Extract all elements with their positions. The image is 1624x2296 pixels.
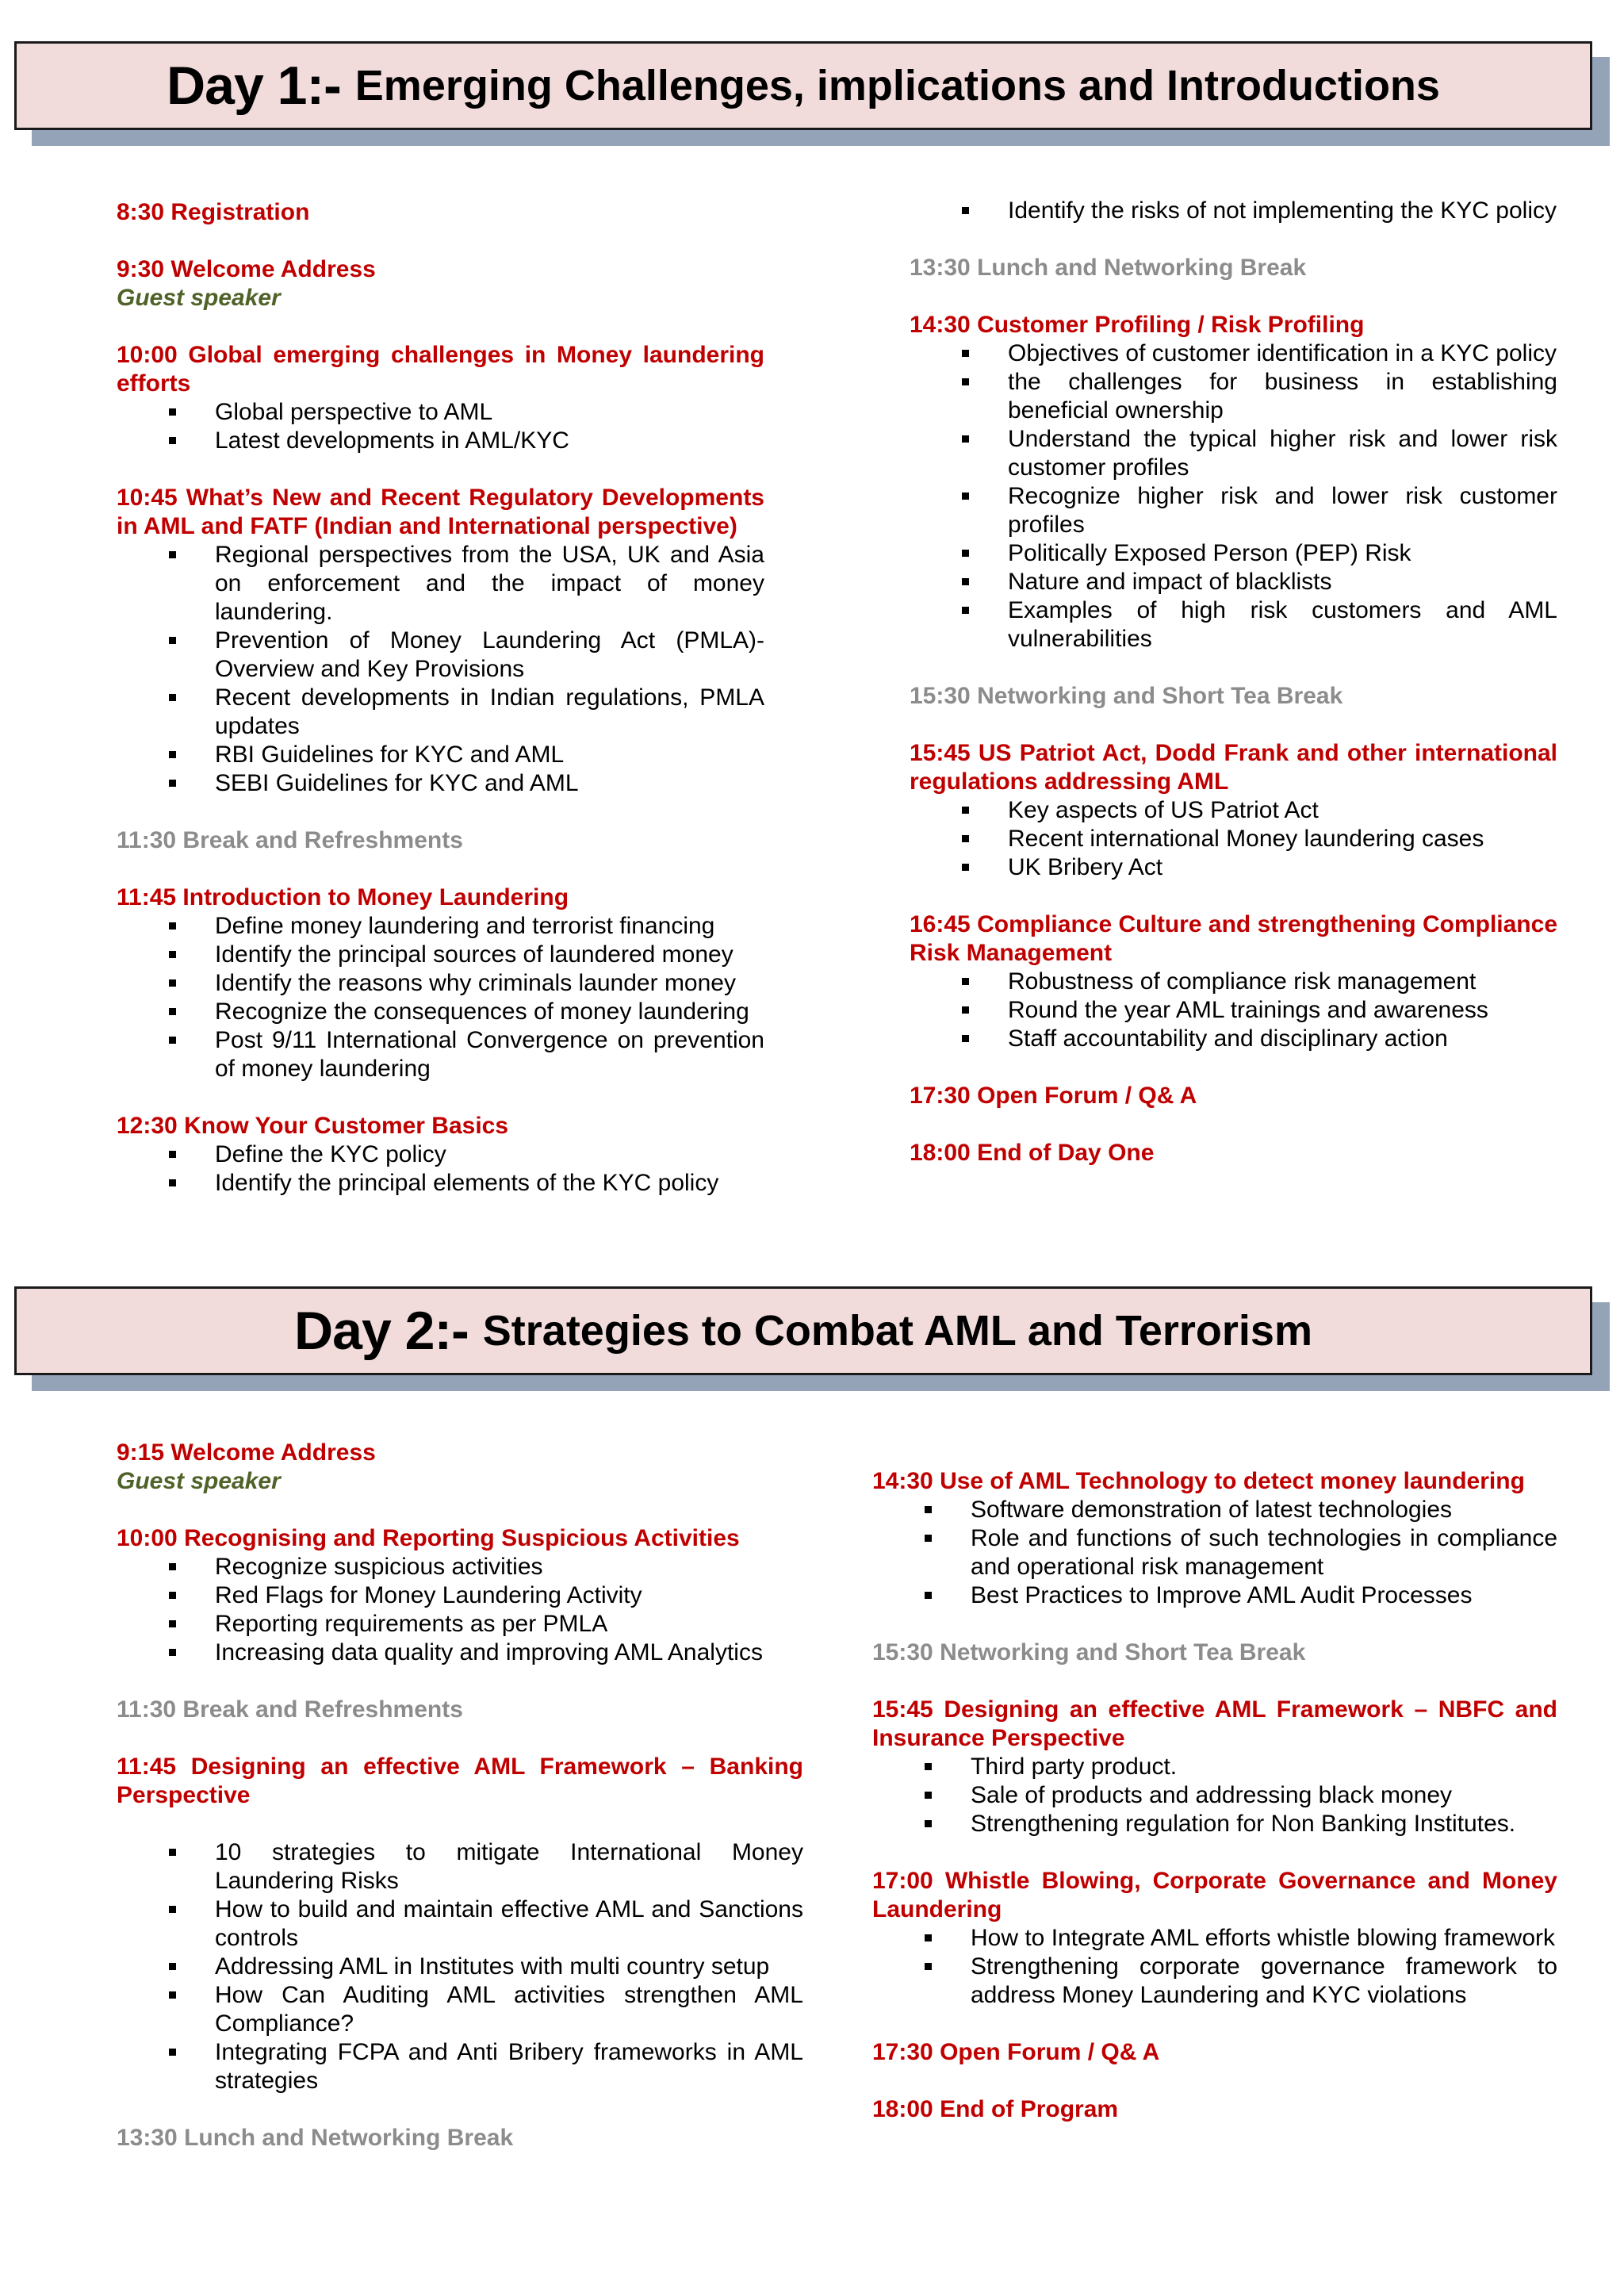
day2-left-column (117, 1439, 803, 2181)
topic-item: Objectives of customer identification in a KYC policy (910, 339, 1557, 368)
break-title: 15:30 Networking and Short Tea Break (910, 683, 1343, 709)
topic-item: Strengthening regulation for Non Banking Institutes. (872, 1810, 1557, 1838)
session-title: 18:00 End of Program (872, 2096, 1119, 2122)
session-topic-list (117, 541, 764, 798)
agenda-session (117, 1524, 803, 1667)
topic-item: Recognize the consequences of money laundering (117, 998, 764, 1026)
session-topic-list (910, 197, 1557, 225)
topic-item: Addressing AML in Institutes with multi country setup (117, 1953, 803, 1981)
topic-item: Strengthening corporate governance framework to address Money Laundering and KYC violations (872, 1953, 1557, 2010)
session-title: 10:45 What’s New and Recent Regulatory Developments in AML and FATF (Indian and International perspective) (117, 485, 764, 539)
agenda-session (910, 1139, 1557, 1167)
session-title: 15:45 US Patriot Act, Dodd Frank and other international regulations addressing AML (910, 740, 1557, 795)
topic-item: Role and functions of such technologies in compliance and operational risk management (872, 1524, 1557, 1581)
topic-item: Software demonstration of latest technologies (872, 1496, 1557, 1524)
break-title: 11:30 Break and Refreshments (117, 1696, 463, 1723)
agenda-session (117, 2124, 803, 2152)
session-title: 12:30 Know Your Customer Basics (117, 1113, 509, 1139)
topic-item: Define the KYC policy (117, 1140, 764, 1169)
agenda-session (910, 910, 1557, 1053)
topic-item: Staff accountability and disciplinary action (910, 1025, 1557, 1053)
topic-item: How to Integrate AML efforts whistle blowing framework (872, 1924, 1557, 1953)
day1-heading: Day 1:- (167, 56, 341, 116)
agenda-session (872, 2095, 1557, 2124)
agenda-session (910, 1082, 1557, 1110)
day1-subtitle: Emerging Challenges, implications and Introductions (354, 62, 1440, 109)
agenda-session (872, 1696, 1557, 1838)
topic-item: Recent developments in Indian regulations, PMLA updates (117, 684, 764, 741)
topic-item: Identify the principal sources of laundered money (117, 941, 764, 969)
day1-left-column (117, 198, 764, 1226)
day1-banner (14, 41, 1592, 130)
agenda-session (117, 826, 764, 855)
session-title: 10:00 Recognising and Reporting Suspicious Activities (117, 1525, 740, 1551)
session-title: 17:30 Open Forum / Q& A (910, 1083, 1197, 1109)
topic-item: Post 9/11 International Convergence on prevention of money laundering (117, 1026, 764, 1083)
topic-item: Integrating FCPA and Anti Bribery frameworks in AML strategies (117, 2038, 803, 2095)
topic-item: Politically Exposed Person (PEP) Risk (910, 539, 1557, 568)
session-title: 18:00 End of Day One (910, 1140, 1155, 1166)
topic-item: Identify the risks of not implementing the KYC policy (910, 197, 1557, 225)
topic-item: RBI Guidelines for KYC and AML (117, 741, 764, 769)
speaker-label: Guest speaker (117, 285, 281, 311)
session-title: 17:30 Open Forum / Q& A (872, 2039, 1160, 2065)
session-topic-list (117, 1553, 803, 1667)
agenda-session (117, 1696, 803, 1724)
topic-item: Robustness of compliance risk management (910, 968, 1557, 996)
topic-item: Understand the typical higher risk and lower risk customer profiles (910, 425, 1557, 482)
session-title: 17:00 Whistle Blowing, Corporate Governance and Money Laundering (872, 1868, 1557, 1922)
day2-subtitle: Strategies to Combat AML and Terrorism (482, 1307, 1312, 1355)
topic-item: SEBI Guidelines for KYC and AML (117, 769, 764, 798)
session-title: 11:45 Designing an effective AML Framework – Banking Perspective (117, 1754, 803, 1808)
break-title: 11:30 Break and Refreshments (117, 827, 463, 853)
session-title: 8:30 Registration (117, 199, 310, 225)
topic-item: Identify the reasons why criminals launder money (117, 969, 764, 998)
topic-item: Increasing data quality and improving AML Analytics (117, 1639, 803, 1667)
topic-item: 10 strategies to mitigate International Money Laundering Risks (117, 1838, 803, 1895)
break-title: 13:30 Lunch and Networking Break (117, 2125, 514, 2151)
topic-item: Recognize suspicious activities (117, 1553, 803, 1581)
session-topic-list (117, 912, 764, 1083)
agenda-session (872, 1639, 1557, 1667)
session-title: 15:45 Designing an effective AML Framework – NBFC and Insurance Perspective (872, 1696, 1557, 1751)
session-title: 11:45 Introduction to Money Laundering (117, 884, 569, 910)
session-title: 9:15 Welcome Address (117, 1439, 376, 1466)
session-topic-list (910, 796, 1557, 882)
agenda-session (910, 197, 1557, 225)
topic-item: Key aspects of US Patriot Act (910, 796, 1557, 825)
session-topic-list (872, 1496, 1557, 1610)
agenda-session (910, 254, 1557, 282)
topic-item: Third party product. (872, 1753, 1557, 1781)
agenda-session (117, 1439, 803, 1496)
agenda-session (117, 1753, 803, 2095)
agenda-session (872, 1467, 1557, 1610)
session-topic-list (872, 1753, 1557, 1838)
break-title: 13:30 Lunch and Networking Break (910, 255, 1307, 281)
topic-item: Best Practices to Improve AML Audit Processes (872, 1581, 1557, 1610)
agenda-session (910, 311, 1557, 654)
day1-right-column (910, 197, 1557, 1196)
session-title: 14:30 Use of AML Technology to detect money laundering (872, 1468, 1525, 1494)
topic-item: Latest developments in AML/KYC (117, 427, 764, 455)
agenda-session (910, 739, 1557, 882)
session-topic-list (117, 398, 764, 455)
agenda-session (872, 2038, 1557, 2067)
session-topic-list (910, 339, 1557, 654)
day2-banner (14, 1286, 1592, 1375)
topic-item: UK Bribery Act (910, 853, 1557, 882)
agenda-session (117, 198, 764, 227)
agenda-session (117, 884, 764, 1083)
topic-item: the challenges for business in establishing beneficial ownership (910, 368, 1557, 425)
topic-item: Red Flags for Money Laundering Activity (117, 1581, 803, 1610)
agenda-session (910, 682, 1557, 711)
topic-item: Examples of high risk customers and AML vulnerabilities (910, 596, 1557, 654)
session-topic-list (872, 1924, 1557, 2010)
topic-item: Recent international Money laundering cases (910, 825, 1557, 853)
topic-item: Define money laundering and terrorist financing (117, 912, 764, 941)
session-topic-list (117, 1838, 803, 2095)
agenda-session (872, 1867, 1557, 2010)
agenda-session (117, 341, 764, 455)
topic-item: How Can Auditing AML activities strengthen AML Compliance? (117, 1981, 803, 2038)
topic-item: Prevention of Money Laundering Act (PMLA)- Overview and Key Provisions (117, 627, 764, 684)
agenda-session (117, 484, 764, 798)
session-topic-list (117, 1140, 764, 1198)
session-title: 16:45 Compliance Culture and strengthening Compliance Risk Management (910, 911, 1557, 966)
session-topic-list (910, 968, 1557, 1053)
topic-item: Regional perspectives from the USA, UK and Asia on enforcement and the impact of money laundering. (117, 541, 764, 627)
topic-item: Sale of products and addressing black money (872, 1781, 1557, 1810)
session-title: 9:30 Welcome Address (117, 256, 376, 282)
topic-item: Identify the principal elements of the KYC policy (117, 1169, 764, 1198)
day2-right-column (872, 1467, 1557, 2152)
session-title: 10:00 Global emerging challenges in Money laundering efforts (117, 342, 764, 397)
break-title: 15:30 Networking and Short Tea Break (872, 1639, 1306, 1665)
topic-item: Reporting requirements as per PMLA (117, 1610, 803, 1639)
topic-item: Nature and impact of blacklists (910, 568, 1557, 596)
agenda-session (117, 255, 764, 312)
agenda-session (117, 1112, 764, 1198)
topic-item: Global perspective to AML (117, 398, 764, 427)
day2-heading: Day 2:- (294, 1301, 469, 1361)
topic-item: How to build and maintain effective AML and Sanctions controls (117, 1895, 803, 1953)
speaker-label: Guest speaker (117, 1468, 281, 1494)
topic-item: Recognize higher risk and lower risk customer profiles (910, 482, 1557, 539)
session-title: 14:30 Customer Profiling / Risk Profiling (910, 312, 1365, 338)
topic-item: Round the year AML trainings and awareness (910, 996, 1557, 1025)
